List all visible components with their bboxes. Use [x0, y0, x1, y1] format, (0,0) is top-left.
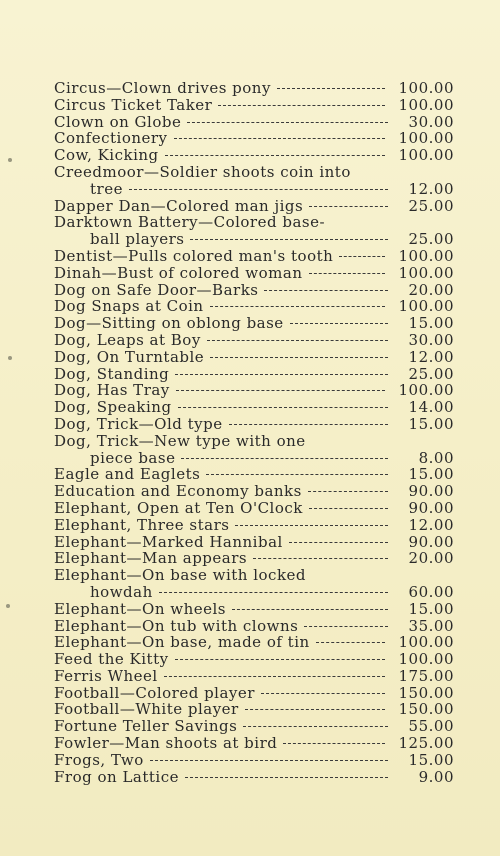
item-name: Dog, On Turntable: [54, 348, 205, 366]
item-name: Ferris Wheel: [54, 667, 158, 685]
item-price: 55.00: [408, 718, 454, 736]
item-price: 20.00: [408, 550, 454, 568]
entry-line: [54, 466, 454, 483]
entry-line: [54, 147, 454, 164]
item-price: 150.00: [398, 684, 454, 702]
item-price: 60.00: [408, 583, 454, 601]
item-name: Education and Economy banks: [54, 483, 302, 500]
item-name: Dog, Has Tray: [54, 382, 170, 400]
dotted-leader: [235, 525, 388, 526]
price-list-entry: [54, 500, 454, 517]
entry-line: [54, 282, 454, 299]
dotted-leader: [309, 508, 388, 509]
dotted-leader: [316, 642, 385, 643]
dotted-leader: [150, 760, 388, 761]
item-name: Football—Colored player: [54, 684, 255, 702]
item-name: Circus Ticket Taker: [54, 96, 213, 114]
entry-line: [54, 651, 454, 668]
item-price: 100.00: [398, 96, 454, 114]
entry-line: [54, 735, 454, 752]
item-name: Frog on Lattice: [54, 768, 179, 786]
item-price: 100.00: [398, 651, 454, 668]
item-name: Eagle and Eaglets: [54, 466, 201, 484]
item-name: Elephant—On tub with clowns: [54, 617, 299, 635]
entry-line: [54, 349, 454, 366]
item-name: Confectionery: [54, 130, 168, 148]
price-list-entry: [54, 416, 454, 433]
item-name: Dog—Sitting on oblong base: [54, 315, 284, 332]
dotted-leader: [210, 306, 385, 307]
item-price: 8.00: [418, 449, 454, 467]
item-name: Elephant—Marked Hannibal: [54, 533, 283, 551]
item-price: 12.00: [408, 180, 454, 198]
item-name: Dinah—Bust of colored woman: [54, 264, 303, 282]
entry-line: [54, 500, 454, 517]
item-price: 30.00: [408, 113, 454, 131]
entry-line: [54, 214, 454, 231]
price-list-entry: [54, 382, 454, 399]
dotted-leader: [178, 407, 388, 408]
item-price: 35.00: [408, 617, 454, 635]
dotted-leader: [190, 239, 388, 240]
item-name: Creedmoor—Soldier shoots coin into: [54, 163, 351, 181]
item-name: howdah: [90, 583, 153, 601]
item-price: 100.00: [398, 247, 454, 265]
entry-line: [54, 718, 454, 735]
item-price: 100.00: [398, 264, 454, 282]
price-list-entry: [54, 198, 454, 215]
item-price: 90.00: [408, 483, 454, 500]
item-price: 25.00: [408, 365, 454, 383]
price-list-entry: [54, 634, 454, 651]
item-price: 150.00: [398, 701, 454, 719]
entry-continuation-line: [54, 231, 454, 248]
item-name: Dapper Dan—Colored man jigs: [54, 197, 304, 215]
price-list-entry: [54, 752, 454, 769]
item-price: 15.00: [408, 751, 454, 769]
dotted-leader: [206, 474, 388, 475]
item-price: 12.00: [408, 516, 454, 534]
entry-line: [54, 382, 454, 399]
dotted-leader: [164, 676, 385, 677]
item-name: Circus—Clown drives pony: [54, 80, 271, 97]
price-list-entry: [54, 735, 454, 752]
dotted-leader: [187, 122, 388, 123]
item-name: Fowler—Man shoots at bird: [54, 735, 278, 752]
price-list-entry: [54, 534, 454, 551]
entry-line: [54, 97, 454, 114]
dotted-leader: [207, 340, 388, 341]
price-list-entry: [54, 349, 454, 366]
entry-line: [54, 332, 454, 349]
entry-line: [54, 265, 454, 282]
item-price: 125.00: [398, 735, 454, 752]
item-price: 14.00: [408, 399, 454, 416]
entry-line: [54, 130, 454, 147]
price-list-entry: [54, 164, 454, 198]
dotted-leader: [289, 542, 388, 543]
bank-price-list: [54, 80, 454, 785]
dotted-leader: [304, 626, 388, 627]
item-price: 100.00: [398, 147, 454, 164]
price-list-entry: [54, 769, 454, 786]
entry-line: [54, 685, 454, 702]
dotted-leader: [175, 374, 388, 375]
entry-line: [54, 80, 454, 97]
paper-speck: [8, 356, 12, 360]
dotted-leader: [261, 693, 385, 694]
item-name: ball players: [90, 231, 185, 248]
entry-line: [54, 483, 454, 500]
price-list-entry: [54, 130, 454, 147]
entry-line: [54, 114, 454, 131]
item-name: Elephant, Three stars: [54, 516, 230, 534]
price-list-entry: [54, 315, 454, 332]
price-list-entry: [54, 97, 454, 114]
dotted-leader: [185, 777, 388, 778]
item-name: piece base: [90, 449, 176, 467]
entry-line: [54, 416, 454, 433]
price-list-entry: [54, 248, 454, 265]
price-list-entry: [54, 550, 454, 567]
price-list-entry: [54, 466, 454, 483]
price-list-entry: [54, 517, 454, 534]
dotted-leader: [218, 105, 384, 106]
dotted-leader: [229, 424, 388, 425]
price-list-entry: [54, 718, 454, 735]
item-price: 25.00: [408, 231, 454, 248]
dotted-leader: [232, 609, 388, 610]
item-name: Dog, Leaps at Boy: [54, 331, 201, 349]
item-price: 90.00: [408, 533, 454, 551]
dotted-leader: [174, 138, 385, 139]
item-price: 15.00: [408, 415, 454, 433]
item-name: Elephant—On base with locked: [54, 567, 307, 584]
item-name: Elephant—On base, made of tin: [54, 634, 310, 652]
item-name: Cow, Kicking: [54, 147, 159, 164]
dotted-leader: [165, 155, 385, 156]
dotted-leader: [210, 357, 388, 358]
item-price: 15.00: [408, 600, 454, 618]
item-name: Elephant—Man appears: [54, 550, 248, 568]
dotted-leader: [339, 256, 384, 257]
item-name: Clown on Globe: [54, 113, 182, 131]
entry-continuation-line: [54, 450, 454, 467]
entry-line: [54, 618, 454, 635]
dotted-leader: [176, 390, 385, 391]
dotted-leader: [277, 88, 385, 89]
item-price: 100.00: [398, 382, 454, 400]
dotted-leader: [129, 189, 388, 190]
item-name: Dentist—Pulls colored man's tooth: [54, 247, 334, 265]
dotted-leader: [309, 273, 385, 274]
item-price: 20.00: [408, 281, 454, 299]
entry-line: [54, 769, 454, 786]
item-name: tree: [90, 180, 123, 198]
price-list-entry: [54, 332, 454, 349]
price-list-entry: [54, 265, 454, 282]
price-list-entry: [54, 567, 454, 601]
item-name: Football—White player: [54, 701, 239, 719]
price-list-entry: [54, 282, 454, 299]
price-list-entry: [54, 685, 454, 702]
item-price: 90.00: [408, 499, 454, 517]
entry-line: [54, 668, 454, 685]
dotted-leader: [308, 491, 388, 492]
entry-line: [54, 366, 454, 383]
price-list-entry: [54, 80, 454, 97]
dotted-leader: [159, 592, 388, 593]
price-list-entry: [54, 399, 454, 416]
entry-continuation-line: [54, 181, 454, 198]
entry-line: [54, 752, 454, 769]
item-price: 15.00: [408, 315, 454, 332]
item-price: 175.00: [398, 667, 454, 685]
dotted-leader: [181, 458, 388, 459]
price-list-entry: [54, 651, 454, 668]
item-price: 9.00: [418, 768, 454, 786]
price-list-entry: [54, 483, 454, 500]
entry-line: [54, 550, 454, 567]
entry-line: [54, 198, 454, 215]
dotted-leader: [309, 206, 388, 207]
entry-line: [54, 634, 454, 651]
entry-line: [54, 567, 454, 584]
dotted-leader: [245, 709, 385, 710]
item-name: Darktown Battery—Colored base-: [54, 214, 326, 232]
price-list-entry: [54, 114, 454, 131]
item-price: 100.00: [398, 634, 454, 652]
price-list-entry: [54, 433, 454, 467]
dotted-leader: [264, 290, 388, 291]
item-price: 100.00: [398, 80, 454, 97]
item-name: Elephant, Open at Ten O'Clock: [54, 499, 303, 517]
entry-line: [54, 601, 454, 618]
item-price: 12.00: [408, 348, 454, 366]
item-name: Frogs, Two: [54, 751, 144, 769]
item-price: 30.00: [408, 331, 454, 349]
dotted-leader: [283, 743, 384, 744]
dotted-leader: [175, 659, 385, 660]
price-list-entry: [54, 214, 454, 248]
price-list-entry: [54, 668, 454, 685]
price-list-entry: [54, 147, 454, 164]
entry-line: [54, 248, 454, 265]
entry-line: [54, 315, 454, 332]
item-name: Elephant—On wheels: [54, 600, 226, 618]
item-name: Dog, Speaking: [54, 399, 172, 416]
price-list-entry: [54, 366, 454, 383]
entry-line: [54, 517, 454, 534]
dotted-leader: [290, 323, 388, 324]
item-name: Dog Snaps at Coin: [54, 298, 204, 316]
item-price: 15.00: [408, 466, 454, 484]
entry-line: [54, 164, 454, 181]
price-list-entry: [54, 618, 454, 635]
item-name: Dog, Standing: [54, 365, 170, 383]
price-list-entry: [54, 601, 454, 618]
entry-line: [54, 298, 454, 315]
entry-line: [54, 433, 454, 450]
item-price: 100.00: [398, 130, 454, 148]
entry-line: [54, 701, 454, 718]
entry-continuation-line: [54, 584, 454, 601]
item-name: Feed the Kitty: [54, 651, 169, 668]
price-list-entry: [54, 701, 454, 718]
dotted-leader: [253, 558, 388, 559]
item-name: Dog, Trick—Old type: [54, 415, 223, 433]
entry-line: [54, 534, 454, 551]
item-price: 25.00: [408, 197, 454, 215]
paper-speck: [8, 158, 12, 162]
item-name: Dog, Trick—New type with one: [54, 432, 306, 450]
item-name: Fortune Teller Savings: [54, 718, 238, 736]
item-price: 100.00: [398, 298, 454, 316]
item-name: Dog on Safe Door—Barks: [54, 281, 259, 299]
paper-speck: [6, 604, 10, 608]
entry-line: [54, 399, 454, 416]
price-list-entry: [54, 298, 454, 315]
dotted-leader: [243, 726, 388, 727]
